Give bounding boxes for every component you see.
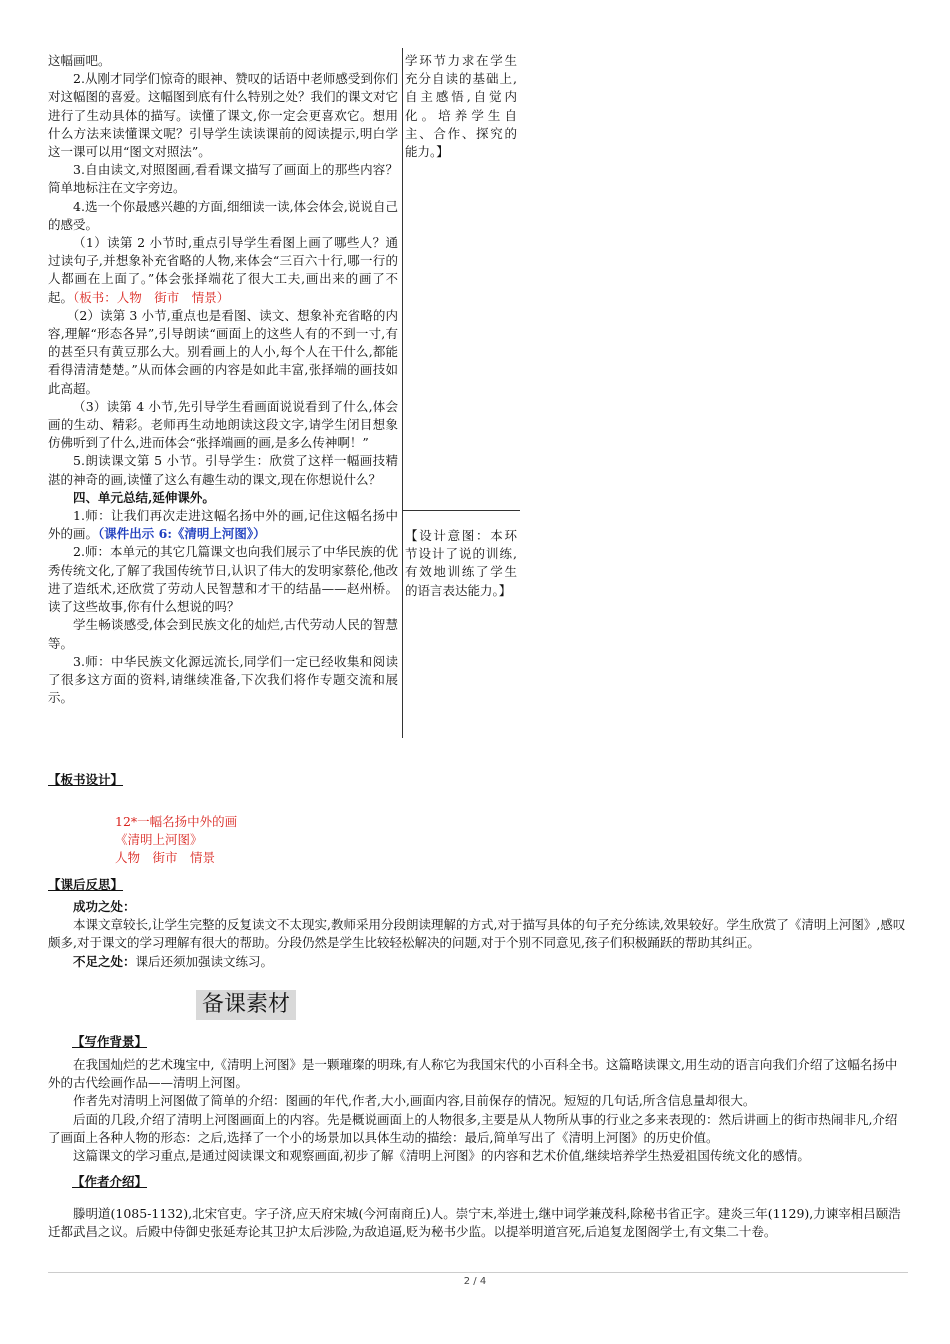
footer-divider — [48, 1272, 908, 1273]
board-note: （板书：人物 街市 情景） — [73, 289, 230, 305]
table-column-divider — [402, 48, 403, 738]
lesson-main-column — [48, 52, 398, 707]
paragraph: 后面的几段,介绍了清明上河图画面上的内容。先是概说画面上的人物很多,主要是从人物所从事的行业之多来表现的：然后讲画上的街市热闹非凡,介绍了画面上各种人物的形态：之后,选择了一个小的场景加以具体生动的描绘：最后,简单写出了《清明上河图》的历史价值。 — [48, 1111, 898, 1145]
reflection-body — [48, 898, 908, 971]
paragraph: 滕明道(1085-1132),北宋官吏。字子济,应天府宋城(今河南商丘)人。崇宁末,举进士,继中词学兼茂科,除秘书省正字。建炎三年(1129),力谏宰相吕颐浩迁都武昌之议。后殿中侍御史张延寿论其卫护太后涉险,为敌追逼,贬为秘书少监。以提举明道宫死,后追复龙图阁学士,有文集二十卷。 — [48, 1206, 901, 1240]
author-body — [48, 1205, 908, 1241]
shortfall-text: 课后还须加强读文练习。 — [135, 953, 274, 969]
paragraph: 5.朗读课文第 5 小节。引导学生：欣赏了这样一幅画技精湛的神奇的画,读懂了这么有趣生动的课文,现在你想说什么？ — [48, 453, 398, 487]
paragraph — [48, 234, 398, 307]
paragraph: 2.从刚才同学们惊奇的眼神、赞叹的话语中老师感受到你们对这幅图的喜爱。这幅图到底有什么特别之处？我们的课文对它进行了生动具体的描写。读懂了课文,你一定会更喜欢它。想用什么方法来读懂课文呢？引导学生读读课前的阅读提示,明白学这一课可以用“图文对照法”。 — [48, 71, 399, 160]
section-label-author: 【作者介绍】 — [72, 1174, 148, 1189]
design-note: 学环节力求在学生充分自读的基础上,自主感悟,自觉内化。培养学生自主、合作、探究的能力。】 — [405, 53, 517, 160]
board-line: 人物 街市 情景 — [115, 850, 216, 865]
paragraph: 2.师：本单元的其它几篇课文也向我们展示了中华民族的优秀传统文化,了解了我国传统节日,认识了伟大的发明家蔡伦,他改进了造纸术,还欣赏了劳动人民智慧和才干的结晶——赵州桥。读了这些故事,你有什么想说的吗？ — [48, 544, 398, 615]
section-label-background: 【写作背景】 — [72, 1034, 148, 1049]
background-body — [48, 1056, 908, 1165]
section-label-board: 【板书设计】 — [48, 772, 124, 787]
table-divider — [403, 510, 520, 511]
board-line: 12*一幅名扬中外的画 — [115, 814, 238, 829]
section-heading: 四、单元总结,延伸课外。 — [73, 489, 215, 505]
courseware-note: （课件出示 6:《清明上河图》） — [98, 526, 266, 542]
paragraph: 这幅画吧。 — [48, 53, 111, 68]
prep-title: 备课素材 — [196, 990, 296, 1020]
design-note: 【设计意图：本环节设计了说的训练,有效地训练了学生的语言表达能力。】 — [405, 528, 517, 598]
paragraph-text: （1）读第 2 小节时,重点引导学生看图上画了哪些人？通过读句子,并想象补充省略的人物,来体会“三百六十行,哪一行的人都画在上面了。”体会张择端花了很大工夫,画出来的画了不起。 — [48, 235, 398, 305]
shortfall-label: 不足之处： — [73, 953, 136, 969]
paragraph: （2）读第 3 小节,重点也是看图、读文、想象补充省略的内容,理解“形态各异”,引导朗读“画面上的这些人有的不到一寸,有的甚至只有黄豆那么大。别看画上的人小,每个人在干什么,都能看得清清楚楚。”从而体会画的内容是如此丰富,张择端的画技如此高超。 — [48, 307, 398, 396]
paragraph: 作者先对清明上河图做了简单的介绍：图画的年代,作者,大小,画面内容,目前保存的情况。短短的几句话,所含信息量却很大。 — [73, 1093, 756, 1109]
paragraph: 学生畅谈感受,体会到民族文化的灿烂,古代劳动人民的智慧等。 — [48, 617, 398, 651]
paragraph: 在我国灿烂的艺术瑰宝中,《清明上河图》是一颗璀璨的明珠,有人称它为我国宋代的小百科全书。这篇略读课文,用生动的语言向我们介绍了这幅名扬中外的古代绘画作品——清明上河图。 — [48, 1057, 898, 1091]
success-label: 成功之处： — [73, 899, 136, 914]
paragraph: 3.师：中华民族文化源远流长,同学们一定已经收集和阅读了很多这方面的资料,请继续准备,下次我们将作专题交流和展示。 — [48, 653, 398, 706]
paragraph: 4.选一个你最感兴趣的方面,细细读一读,体会体会,说说自己的感受。 — [48, 198, 398, 232]
paragraph: 这篇课文的学习重点,是通过阅读课文和观察画面,初步了解《清明上河图》的内容和艺术价值,继续培养学生热爱祖国传统文化的感情。 — [73, 1148, 810, 1164]
board-line: 《清明上河图》 — [115, 832, 203, 847]
shortfall-line — [48, 953, 908, 971]
paragraph — [48, 507, 398, 543]
success-text: 本课文章较长,让学生完整的反复读文不太现实,教师采用分段朗读理解的方式,对于描写具体的句子充分练读,效果较好。学生欣赏了《清明上河图》,感叹颇多,对于课文的学习理解有很大的帮助。分段仍然是学生比较轻松解决的问题,对于个别不同意见,孩子们积极踊跃的帮助其纠正。 — [48, 917, 906, 951]
board-design — [115, 813, 237, 867]
paragraph: （3）读第 4 小节,先引导学生看画面说说看到了什么,体会画的生动、精彩。老师再生动地朗读这段文字,请学生闭目想象仿佛听到了什么,进而体会“张择端画的画,是多么传神啊！” — [48, 398, 398, 451]
paragraph: 3.自由读文,对照图画,看看课文描写了画面上的那些内容？简单地标注在文字旁边。 — [48, 162, 398, 196]
paragraph-text: 1.师：让我们再次走进这幅名扬中外的画,记住这幅名扬中外的画。 — [48, 508, 398, 542]
section-label-reflection: 【课后反思】 — [48, 877, 124, 892]
page-number: 2 / 4 — [463, 1276, 487, 1287]
